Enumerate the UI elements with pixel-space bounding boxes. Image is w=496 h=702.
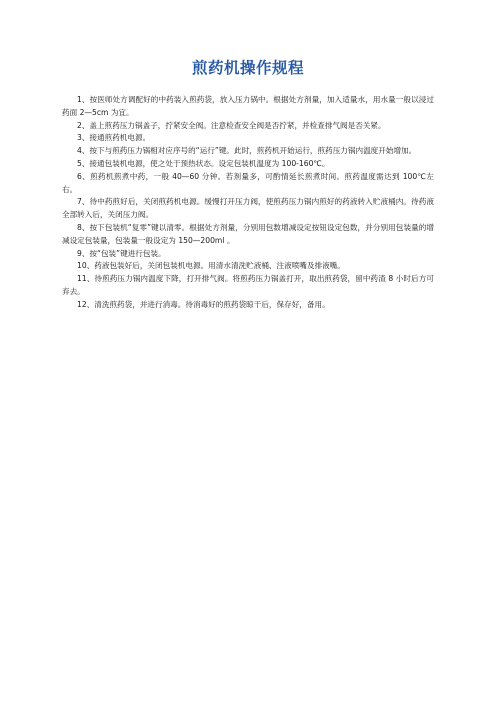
document-title: 煎药机操作规程 <box>191 59 304 77</box>
paragraph: 11、待煎药压力锅内温度下降，打开排气阀。将煎药压力锅盖打开，取出煎药袋，留中药渣 8 小时后方可弃去。 <box>62 274 434 296</box>
paragraph: 12、清洗煎药袋，并进行消毒。待消毒好的煎药袋晾干后，保存好，备用。 <box>77 299 330 309</box>
document-body <box>62 94 434 312</box>
paragraph: 6、煎药机煎煮中药，一般 40—60 分钟。若剂量多，可酌情延长煎煮时间。煎药温度需达到 100℃左右。 <box>62 171 434 194</box>
paragraph: 1、按医师处方调配好的中药装入煎药袋，放入压力锅中。根据处方剂量，加入适量水，用水量一般以浸过药面 2—5cm 为宜。 <box>62 95 434 117</box>
paragraph: 2、盖上煎药压力锅盖子，拧紧安全阀。注意检查安全阀是否拧紧，并检查排气阀是否关紧。 <box>77 120 386 130</box>
paragraph: 5、接通包装机电源，使之处于预热状态。设定包装机温度为 100-160℃。 <box>77 158 330 168</box>
paragraph: 8、按下包装机“复零”键以清零。根据处方剂量，分别用包数增减设定按钮设定包数，并分别用包装量的增减设定包装量，包装量一般设定为 150—200ml 。 <box>62 222 434 245</box>
paragraph: 7、待中药煎好后，关闭煎药机电源。缓慢打开压力阀，使煎药压力锅内煎好的药液转入贮液桶内。待药液全部转入后，关闭压力阀。 <box>62 197 434 220</box>
paragraph: 4、按下与煎药压力锅相对应序号的“运行”键。此时，煎药机开始运行，煎药压力锅内温度开始增加。 <box>77 146 417 156</box>
paragraph: 10、药液包装好后，关闭包装机电源。用清水清洗贮液桶、注液喷嘴及排液嘴。 <box>77 261 345 271</box>
paragraph: 9、按“包装”键进行包装。 <box>77 248 166 258</box>
paragraph: 3、接通煎药机电源。 <box>77 133 151 143</box>
